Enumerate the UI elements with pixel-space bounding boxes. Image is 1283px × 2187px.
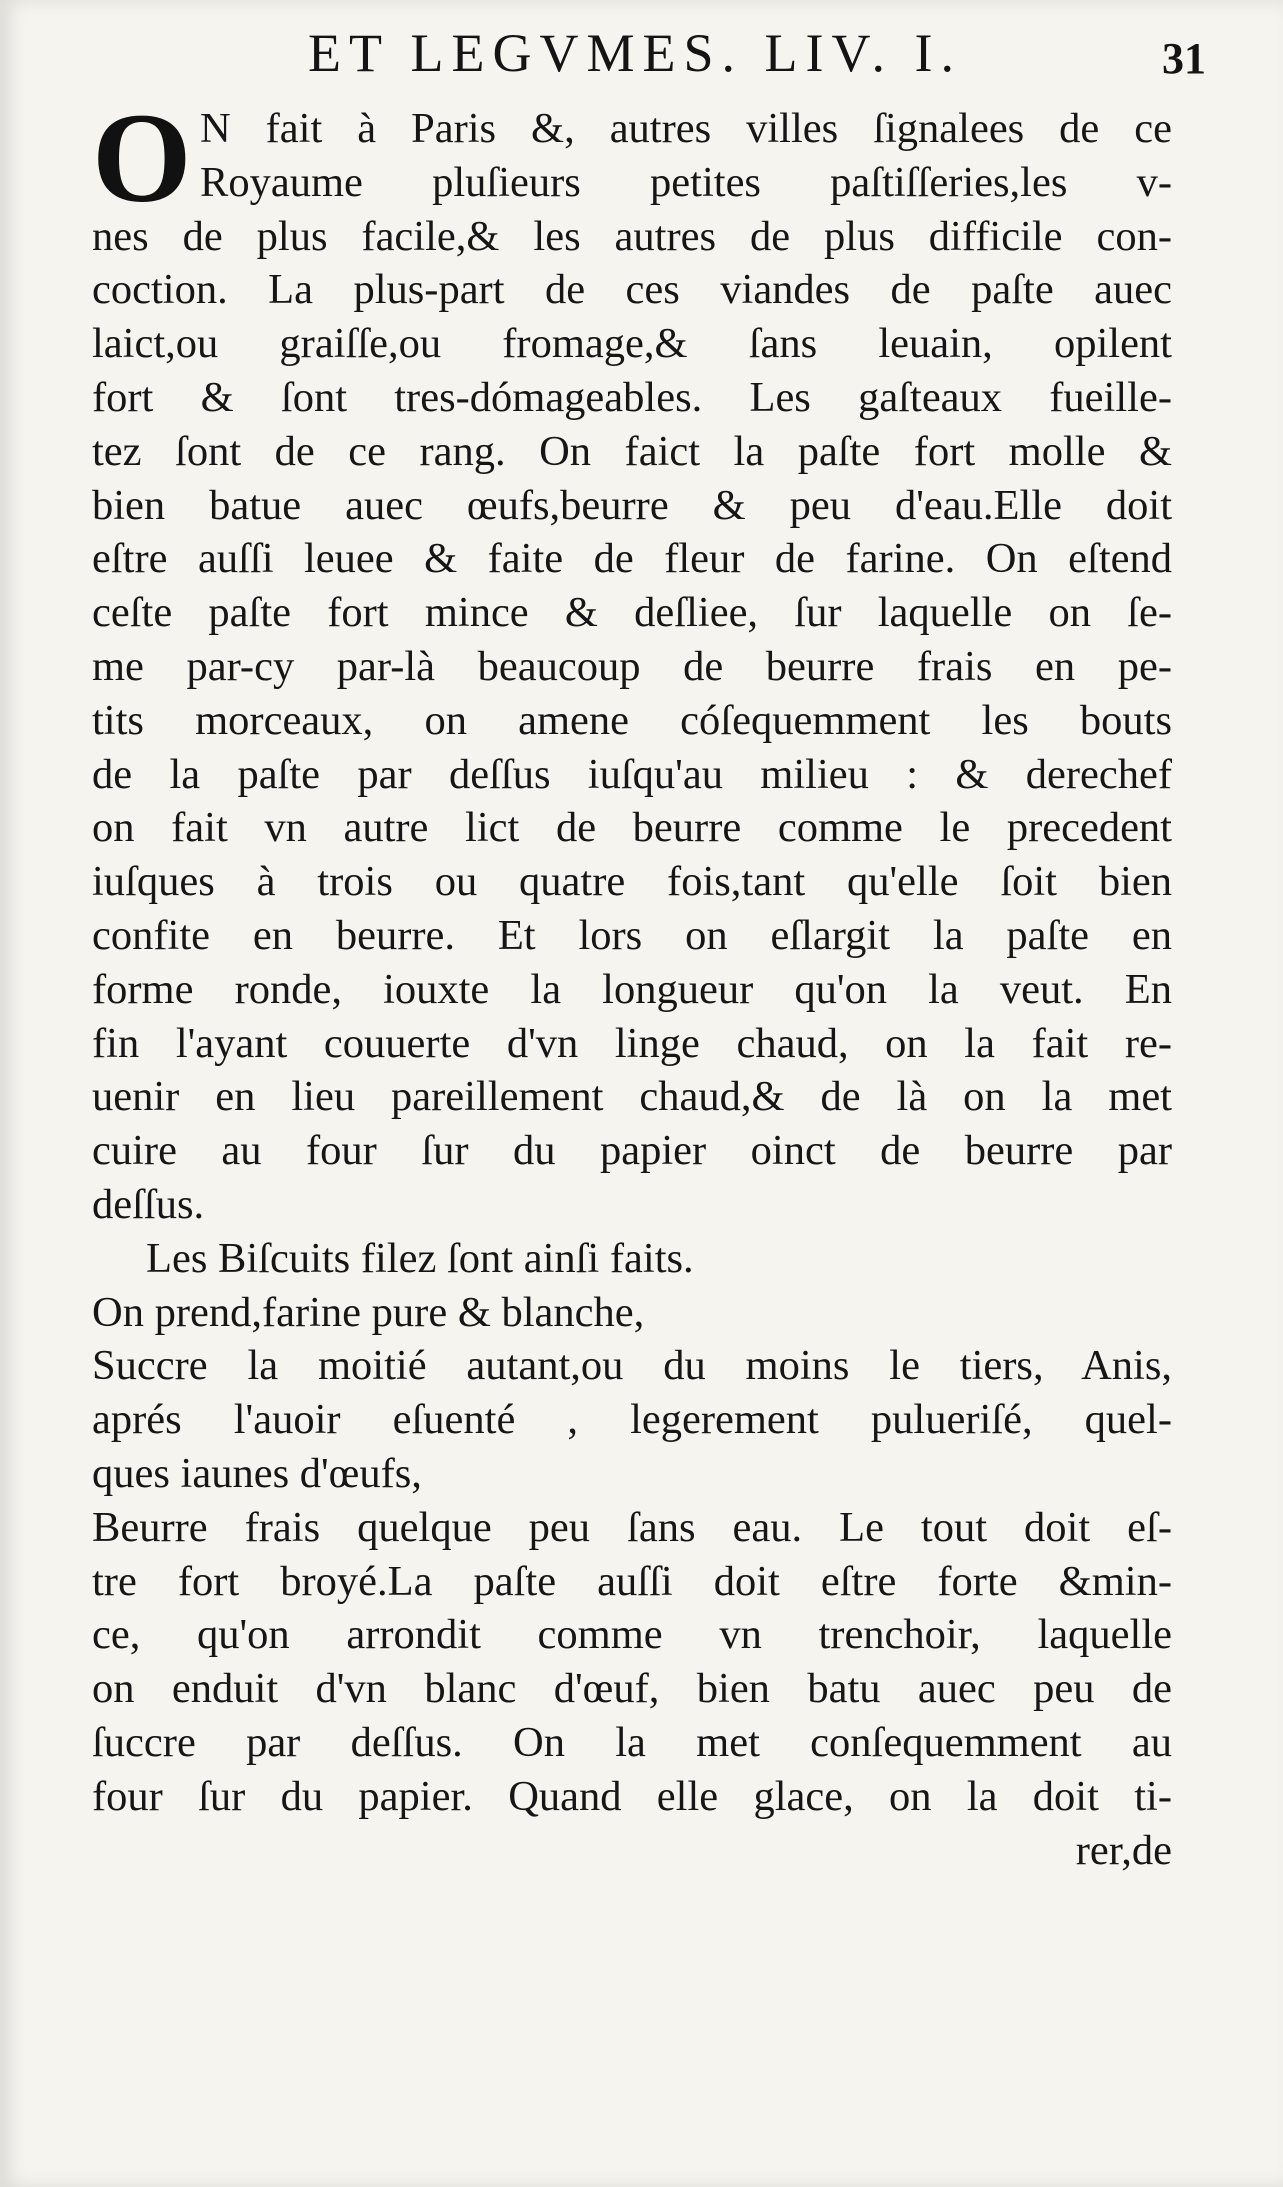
text-line: On prend,farine pure & blanche, [92, 1288, 645, 1336]
text-line: cuire au four ſur du papier oinct de beurre par [92, 1127, 1172, 1175]
text-line: fort & ſont tres-dómageables. Les gaſteaux fueille- [92, 373, 1172, 421]
text-line: uenir en lieu pareillement chaud,& de là on la met [92, 1073, 1172, 1121]
text-line: Les Biſcuits filez ſont ainſi faits. [146, 1234, 694, 1282]
text-line: fin l'ayant couuerte d'vn linge chaud, on la fait re- [92, 1019, 1172, 1067]
text-line: nes de plus facile,& les autres de plus difficile con- [92, 212, 1172, 260]
body-text [92, 87, 1172, 1877]
text-line: iuſques à trois ou quatre fois,tant qu'elle ſoit bien [92, 858, 1172, 906]
text-line: on enduit d'vn blanc d'œuf, bien batu auec peu de [92, 1665, 1172, 1713]
text-line: Royaume pluſieurs petites paſtiſſeries,les v- [200, 158, 1172, 206]
text-line: bien batue auec œufs,beurre & peu d'eau.Elle doit [92, 481, 1172, 529]
header-title: ET LEGVMES. LIV. I. [308, 23, 962, 83]
text-line: tits morceaux, on amene cóſequemment les bouts [92, 696, 1172, 744]
text-line: eſtre auſſi leuee & faite de fleur de farine. On eſtend [92, 535, 1172, 583]
text-line: confite en beurre. Et lors on eſlargit la paſte en [92, 911, 1172, 959]
text-line: ce, qu'on arrondit comme vn trenchoir, laquelle [92, 1611, 1172, 1659]
text-line: N fait à Paris &, autres villes ſignalees de ce [200, 105, 1172, 152]
running-header [308, 18, 1218, 88]
text-line: tre fort broyé.La paſte auſſi doit eſtre forte &min- [92, 1557, 1172, 1605]
opening-paragraph-start [92, 87, 1172, 229]
text-line: deſſus. [92, 1180, 205, 1228]
text-line: de la paſte par deſſus iuſqu'au milieu : & derechef [92, 750, 1172, 798]
text-line: ceſte paſte fort mince & deſliee, ſur laquelle on ſe- [92, 589, 1172, 637]
page-number: 31 [1162, 34, 1206, 83]
text-line: on fait vn autre lict de beurre comme le precedent [92, 804, 1172, 852]
drop-cap: O [92, 87, 192, 229]
text-line: forme ronde, iouxte la longueur qu'on la veut. En [92, 965, 1172, 1013]
text-line: ques iaunes d'œufs, [92, 1449, 422, 1497]
text-line: coction. La plus-part de ces viandes de paſte auec [92, 266, 1172, 314]
text-line: four ſur du papier. Quand elle glace, on la doit ti- [92, 1772, 1172, 1820]
text-line: me par-cy par-là beaucoup de beurre frais en pe- [92, 642, 1172, 690]
text-line: aprés l'auoir eſuenté , legerement pulueriſé, quel- [92, 1396, 1172, 1444]
catchword-row [92, 1824, 1172, 1878]
text-line: Beurre frais quelque peu ſans eau. Le tout doit eſ- [92, 1503, 1172, 1551]
text-line: ſuccre par deſſus. On la met conſequemment au [92, 1718, 1172, 1766]
catchword: rer,de [1075, 1826, 1172, 1874]
text-line: tez ſont de ce rang. On faict la paſte fort molle & [92, 427, 1172, 475]
text-line: laict,ou graiſſe,ou fromage,& ſans leuain, opilent [92, 320, 1172, 368]
text-line: Succre la moitié autant,ou du moins le tiers, Anis, [92, 1342, 1172, 1390]
